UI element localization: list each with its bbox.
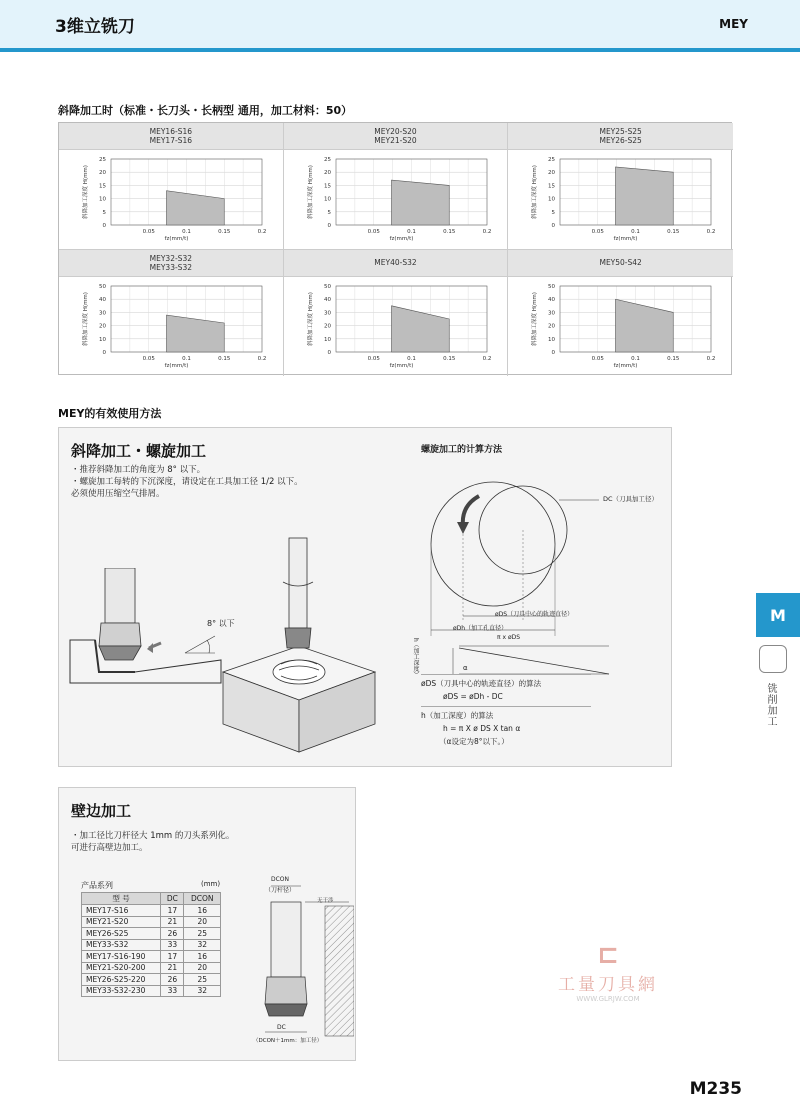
ramp-depth-area bbox=[167, 315, 225, 352]
angle-label: 8° 以下 bbox=[207, 619, 235, 628]
table-caption: 产品系列 bbox=[81, 881, 113, 890]
dh-label: øDh（加工孔直径） bbox=[453, 625, 508, 632]
model-cell: MEY33-S32 bbox=[82, 939, 161, 951]
chart-model-2: MEY33-S32 bbox=[149, 262, 192, 272]
pi-label: π x øDS bbox=[497, 634, 521, 641]
y-tick-label: 40 bbox=[99, 296, 106, 303]
x-tick-label: 0.05 bbox=[591, 355, 605, 362]
x-axis-label: fz(mm/t) bbox=[613, 236, 638, 242]
dc-cell: 33 bbox=[161, 985, 184, 997]
x-tick-label: 0.2 bbox=[706, 229, 716, 235]
product-table-header bbox=[82, 893, 221, 905]
side-label-milling: 铣削加工 bbox=[765, 683, 776, 727]
chart-cell bbox=[508, 123, 733, 250]
ramp-chart-table bbox=[58, 122, 732, 375]
wall-bullet-2: 可进行高壁边加工。 bbox=[71, 843, 148, 853]
dcon-cell: 20 bbox=[184, 962, 221, 974]
dc-label: DC（刀具加工径） bbox=[603, 495, 659, 503]
workpiece-outline bbox=[70, 640, 221, 683]
helical-calc-title: 螺旋加工的计算方法 bbox=[421, 445, 503, 455]
chart-model-header bbox=[508, 250, 733, 277]
y-tick-label: 20 bbox=[323, 323, 331, 330]
h-label: h（加工深度） bbox=[412, 638, 419, 678]
model-cell: MEY33-S32-230 bbox=[82, 985, 161, 997]
x-tick-label: 0.2 bbox=[257, 229, 267, 235]
y-tick-label: 5 bbox=[102, 209, 106, 216]
y-axis-label: 斜降加工深度 H(mm) bbox=[83, 165, 89, 219]
col-dcon: DCON bbox=[184, 893, 221, 905]
x-tick-label: 0.15 bbox=[442, 355, 456, 362]
formula-ds-eq: øDS = øDh - DC bbox=[443, 692, 503, 701]
y-tick-label: 10 bbox=[548, 336, 556, 343]
ramp-depth-area bbox=[391, 180, 449, 225]
chart-model-2: MEY26-S25 bbox=[599, 136, 642, 145]
x-tick-label: 0.15 bbox=[218, 355, 231, 362]
y-tick-label: 25 bbox=[99, 157, 106, 163]
table-row bbox=[82, 939, 221, 951]
table-row bbox=[82, 928, 221, 940]
y-tick-label: 30 bbox=[99, 309, 106, 316]
page-title: 3维立铣刀 bbox=[55, 17, 135, 37]
col-dc: DC bbox=[161, 893, 184, 905]
ramp-bullet-1: ・推荐斜降加工的角度为 8° 以下。 bbox=[71, 465, 206, 475]
dcon-cell: 32 bbox=[184, 939, 221, 951]
chart-model-header bbox=[284, 250, 508, 277]
chart-model-1: MEY16-S16 bbox=[149, 127, 192, 136]
x-tick-label: 0.2 bbox=[482, 355, 492, 362]
wall-illustration bbox=[249, 872, 354, 1057]
product-code: MEY bbox=[719, 17, 748, 31]
x-tick-label: 0.15 bbox=[442, 229, 456, 235]
y-tick-label: 50 bbox=[548, 283, 556, 290]
chart-model-1: MEY32-S32 bbox=[149, 253, 192, 263]
wall-panel-title: 壁边加工 bbox=[71, 802, 132, 820]
formula-h bbox=[421, 706, 591, 748]
alpha-label: α bbox=[463, 664, 468, 672]
dcon-cell: 20 bbox=[184, 916, 221, 928]
wall-bullets bbox=[71, 830, 234, 854]
milling-icon bbox=[759, 645, 787, 673]
table-row bbox=[82, 905, 221, 917]
angle-lines bbox=[185, 636, 215, 653]
y-axis-label: 斜降加工深度 H(mm) bbox=[532, 165, 539, 219]
hole-top bbox=[273, 660, 325, 684]
chart-model-1: MEY50-S42 bbox=[599, 258, 642, 267]
y-tick-label: 10 bbox=[99, 336, 106, 343]
cutter-head bbox=[99, 623, 141, 646]
ramp-depth-area bbox=[391, 305, 449, 351]
wall bbox=[325, 906, 354, 1036]
x-axis-label: fz(mm/t) bbox=[164, 236, 189, 242]
model-cell: MEY26-S25 bbox=[82, 928, 161, 940]
wall-panel bbox=[58, 787, 356, 1061]
table-row bbox=[82, 916, 221, 928]
y-tick-label: 40 bbox=[323, 296, 331, 303]
dc-cell: 33 bbox=[161, 939, 184, 951]
ds-label: øDS（刀具中心的轨迹直径） bbox=[495, 611, 574, 618]
angle-arc bbox=[207, 640, 210, 653]
watermark-name: 工量刀具網 bbox=[558, 975, 658, 995]
y-tick-label: 15 bbox=[548, 183, 556, 190]
ramp-depth-chart bbox=[284, 151, 507, 249]
x-tick-label: 0.05 bbox=[591, 229, 605, 235]
x-axis-label: fz(mm/t) bbox=[164, 362, 189, 369]
y-tick-label: 50 bbox=[99, 283, 106, 290]
x-tick-label: 0.05 bbox=[142, 229, 155, 235]
dc-cell: 21 bbox=[161, 916, 184, 928]
y-tick-label: 20 bbox=[323, 170, 331, 177]
helical-head bbox=[285, 628, 311, 648]
ramp-depth-chart bbox=[59, 151, 282, 249]
chart-model-1: MEY20-S20 bbox=[374, 127, 417, 136]
y-tick-label: 10 bbox=[323, 196, 331, 203]
chart-model-header bbox=[59, 123, 283, 150]
y-tick-label: 10 bbox=[323, 336, 331, 343]
hole-circle bbox=[431, 482, 555, 606]
chart-model-header bbox=[508, 123, 733, 150]
wall-shank bbox=[271, 902, 301, 977]
ramp-bullet-2: ・螺旋加工每转的下沉深度，请设定在工具加工径 1/2 以下。 bbox=[71, 477, 303, 487]
y-axis-label: 斜降加工深度 H(mm) bbox=[307, 291, 314, 346]
col-model: 型 号 bbox=[82, 893, 161, 905]
wall-head bbox=[265, 977, 307, 1004]
dcon-cell: 16 bbox=[184, 951, 221, 963]
table-unit: (mm) bbox=[201, 880, 221, 888]
dc-cell: 21 bbox=[161, 962, 184, 974]
chart-cell bbox=[508, 250, 733, 377]
y-tick-label: 20 bbox=[99, 323, 106, 330]
interference-label: 无干涉 bbox=[317, 898, 334, 904]
x-tick-label: 0.05 bbox=[367, 355, 380, 362]
chart-model-1: MEY25-S25 bbox=[599, 127, 642, 136]
dc-cell: 17 bbox=[161, 951, 184, 963]
x-tick-label: 0.1 bbox=[182, 355, 191, 362]
y-tick-label: 20 bbox=[548, 170, 556, 177]
y-axis-label: 斜降加工深度 H(mm) bbox=[83, 291, 89, 346]
dcon-label: DCON bbox=[271, 876, 290, 883]
usage-section-title: MEY的有效使用方法 bbox=[58, 407, 162, 420]
x-tick-label: 0.2 bbox=[706, 355, 716, 362]
y-tick-label: 0 bbox=[102, 349, 106, 356]
page-number: M235 bbox=[689, 1079, 742, 1099]
y-tick-label: 5 bbox=[327, 209, 331, 216]
formula-ds-title: øDS（刀具中心的轨迹直径）的算法 bbox=[421, 679, 542, 688]
chart-model-header bbox=[59, 250, 283, 277]
model-cell: MEY21-S20 bbox=[82, 916, 161, 928]
x-tick-label: 0.1 bbox=[631, 355, 641, 362]
chart-model-2: MEY21-S20 bbox=[374, 136, 417, 145]
product-table bbox=[81, 892, 221, 997]
y-tick-label: 10 bbox=[99, 196, 106, 203]
y-axis-label: 斜降加工深度 H(mm) bbox=[532, 291, 539, 346]
ramp-depth-chart bbox=[59, 278, 282, 376]
chart-model-header bbox=[284, 123, 508, 150]
model-cell: MEY17-S16-190 bbox=[82, 951, 161, 963]
ramp-depth-area bbox=[167, 191, 225, 225]
chart-cell bbox=[59, 123, 284, 250]
chart-model-2: MEY17-S16 bbox=[149, 136, 192, 145]
y-tick-label: 5 bbox=[551, 209, 556, 216]
rotation-arc bbox=[463, 496, 479, 526]
x-tick-label: 0.2 bbox=[482, 229, 492, 235]
y-tick-label: 0 bbox=[327, 223, 331, 229]
ramping-illustration bbox=[65, 568, 245, 708]
y-tick-label: 20 bbox=[99, 170, 106, 177]
y-tick-label: 25 bbox=[548, 157, 556, 163]
x-tick-label: 0.1 bbox=[631, 229, 641, 235]
holder-shank bbox=[105, 568, 135, 623]
y-tick-label: 15 bbox=[99, 183, 106, 190]
shank-label: （刀杆径） bbox=[265, 887, 296, 894]
dcon-cell: 25 bbox=[184, 928, 221, 940]
dc-cell: 26 bbox=[161, 928, 184, 940]
chart-cell bbox=[59, 250, 284, 377]
x-tick-label: 0.15 bbox=[667, 355, 680, 362]
section-tab-m[interactable]: M bbox=[756, 593, 800, 637]
helical-illustration bbox=[219, 524, 379, 764]
formula-h-title: h（加工深度）的算法 bbox=[421, 711, 494, 720]
formula-h-eq: h = π X ø DS X tan α bbox=[443, 724, 521, 733]
ramp-depth-area bbox=[616, 167, 674, 225]
x-tick-label: 0.05 bbox=[367, 229, 380, 235]
table-row bbox=[82, 974, 221, 986]
feed-arrow-head bbox=[147, 643, 153, 653]
ramp-depth-chart bbox=[508, 151, 731, 249]
ramp-bullet-3: 必须使用压缩空气排屑。 bbox=[71, 489, 165, 499]
wall-bullet-1: ・加工径比刀杆径大 1mm 的刀头系列化。 bbox=[71, 831, 235, 841]
page-header bbox=[0, 0, 800, 52]
ramp-bullets bbox=[71, 464, 303, 500]
y-tick-label: 10 bbox=[548, 196, 556, 203]
y-tick-label: 25 bbox=[323, 157, 331, 163]
wall-dc-note: （DCON＋1mm：加工径） bbox=[253, 1038, 323, 1044]
helical-shank bbox=[289, 538, 307, 628]
y-tick-label: 40 bbox=[548, 296, 556, 303]
ramp-panel-title: 斜降加工・螺旋加工 bbox=[71, 442, 207, 460]
x-tick-label: 0.1 bbox=[406, 355, 416, 362]
dc-cell: 26 bbox=[161, 974, 184, 986]
formula-ds bbox=[421, 674, 591, 703]
dcon-cell: 25 bbox=[184, 974, 221, 986]
wall-dc-label: DC bbox=[277, 1024, 286, 1031]
watermark bbox=[538, 940, 678, 1003]
formula-h-note: （α设定为8°以下。） bbox=[439, 737, 509, 746]
y-tick-label: 0 bbox=[551, 223, 556, 229]
chart-model-1: MEY40-S32 bbox=[374, 258, 417, 267]
watermark-url: WWW.GLRJW.COM bbox=[576, 995, 640, 1003]
ramp-depth-chart bbox=[508, 278, 731, 376]
ramp-depth-chart bbox=[284, 278, 507, 376]
x-tick-label: 0.05 bbox=[142, 355, 155, 362]
y-tick-label: 30 bbox=[323, 309, 331, 316]
y-tick-label: 0 bbox=[551, 349, 556, 356]
model-cell: MEY21-S20-200 bbox=[82, 962, 161, 974]
ramp-section-title: 斜降加工时（标准・长刀头・长柄型 通用，加工材料：50） bbox=[58, 104, 353, 117]
y-tick-label: 0 bbox=[102, 223, 106, 229]
table-row bbox=[82, 951, 221, 963]
dc-cell: 17 bbox=[161, 905, 184, 917]
table-row bbox=[82, 962, 221, 974]
dcon-cell: 16 bbox=[184, 905, 221, 917]
x-axis-label: fz(mm/t) bbox=[613, 362, 638, 369]
y-tick-label: 20 bbox=[548, 323, 556, 330]
y-tick-label: 30 bbox=[548, 309, 556, 316]
x-tick-label: 0.1 bbox=[406, 229, 416, 235]
model-cell: MEY17-S16 bbox=[82, 905, 161, 917]
y-axis-label: 斜降加工深度 H(mm) bbox=[307, 165, 314, 219]
x-tick-label: 0.2 bbox=[257, 355, 267, 362]
y-tick-label: 15 bbox=[323, 183, 331, 190]
ramp-helical-panel bbox=[58, 427, 672, 767]
model-cell: MEY26-S25-220 bbox=[82, 974, 161, 986]
x-tick-label: 0.15 bbox=[667, 229, 680, 235]
x-axis-label: fz(mm/t) bbox=[389, 236, 414, 242]
dcon-cell: 32 bbox=[184, 985, 221, 997]
chart-cell bbox=[284, 250, 509, 377]
x-tick-label: 0.15 bbox=[218, 229, 231, 235]
y-tick-label: 50 bbox=[323, 283, 331, 290]
wall-insert bbox=[265, 1004, 307, 1016]
insert bbox=[99, 646, 141, 660]
y-tick-label: 0 bbox=[327, 349, 331, 356]
table-row bbox=[82, 985, 221, 997]
ramp-depth-area bbox=[616, 299, 674, 352]
x-tick-label: 0.1 bbox=[182, 229, 191, 235]
chart-cell bbox=[284, 123, 509, 250]
x-axis-label: fz(mm/t) bbox=[389, 362, 414, 369]
rotation-arrow-head bbox=[457, 522, 469, 534]
watermark-logo-icon: ⊏ bbox=[597, 940, 619, 970]
